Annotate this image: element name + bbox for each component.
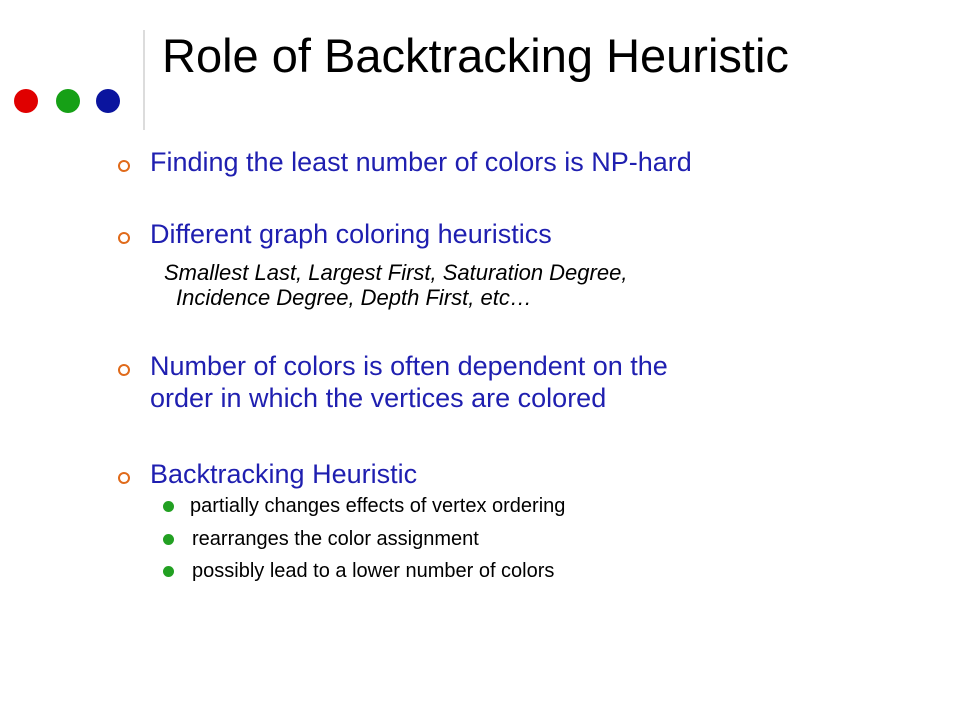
bullet-ring-icon [118,472,130,484]
slide-title: Role of Backtracking Heuristic [162,29,789,82]
sub-bullet-item: possibly lead to a lower number of colors [192,560,555,582]
vertex-order-line-2: order in which the vertices are colored [150,383,607,413]
heuristics-line-1: Smallest Last, Largest First, Saturation Degree, [164,260,628,285]
sub-bullet-item: partially changes effects of vertex ordering [190,495,566,517]
sub-bullet-dot-icon [163,501,174,512]
heuristics-line-2: Incidence Degree, Depth First, etc… [176,285,532,310]
bullet-ring-icon [118,364,130,376]
bullet-ring-icon [118,160,130,172]
bullet-heuristics: Different graph coloring heuristics [150,219,552,249]
bullet-ring-icon [118,232,130,244]
heuristics-list [164,260,627,310]
sub-bullet-dot-icon [163,534,174,545]
bullet-np-hard: Finding the least number of colors is NP-hard [150,147,692,177]
sub-bullet-item: rearranges the color assignment [192,528,479,550]
bullet-backtracking: Backtracking Heuristic [150,459,418,489]
bullet-vertex-order [150,350,668,414]
sub-bullet-dot-icon [163,566,174,577]
vertex-order-line-1: Number of colors is often dependent on the [150,351,668,381]
